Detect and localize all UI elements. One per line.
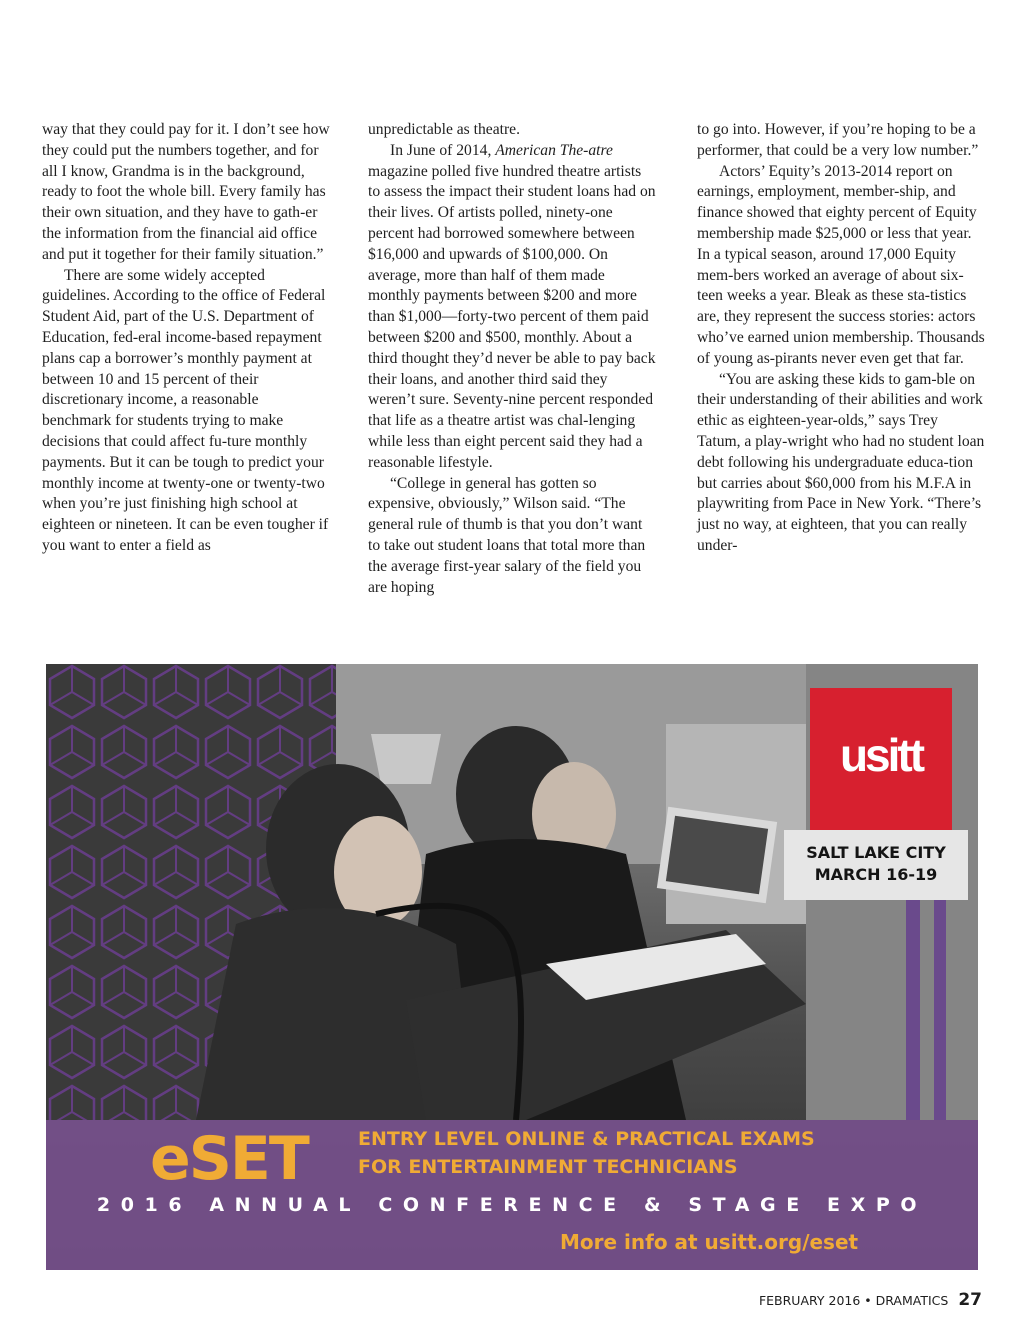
article-column-1 bbox=[42, 120, 330, 557]
paragraph-text: In June of 2014, bbox=[390, 141, 496, 159]
paragraph-text: way that they could pay for it. I don’t see how they could put the numbers together, and for all I know, Grandma is in the background, ready to foot the whole bill. Every family has their own situation, and they have to gath-er the information from the financial aid office and put it together for their family situation.” bbox=[42, 121, 330, 263]
issue-label: FEBRUARY 2016 • DRAMATICS bbox=[758, 1293, 949, 1308]
ad-banner bbox=[46, 1120, 978, 1270]
paragraph bbox=[42, 266, 330, 557]
paragraph bbox=[697, 370, 985, 557]
paragraph-text: to go into. However, if you’re hoping to be a performer, that could be a very low number.” bbox=[697, 121, 979, 159]
location-dates bbox=[784, 830, 968, 900]
paragraph-text: Actors’ Equity’s 2013-2014 report on earnings, employment, member-ship, and finance showed that eighty percent of Equity membership made $25,000 or less that year. In a typical season, around 17,000 Equity mem-bers worked an average of about six-teen weeks a year. Bleak as these sta-tistics are, they represent the success stories: actors who’ve earned union membership. Thousands of young as-pirants never even get that far. bbox=[697, 162, 985, 367]
italic-text: American The-atre bbox=[495, 141, 613, 159]
paragraph-text: unpredictable as theatre. bbox=[368, 121, 520, 138]
usitt-logo bbox=[810, 688, 952, 830]
article-column-3 bbox=[697, 120, 985, 557]
article-column-2 bbox=[368, 120, 656, 598]
tagline-line-2: FOR ENTERTAINMENT TECHNICIANS bbox=[358, 1156, 738, 1178]
location-date: MARCH 16-19 bbox=[814, 865, 938, 884]
eset-title: eSET bbox=[150, 1124, 308, 1194]
tagline-line-1: ENTRY LEVEL ONLINE & PRACTICAL EXAMS bbox=[358, 1128, 815, 1150]
paragraph bbox=[368, 474, 656, 599]
paragraph bbox=[368, 120, 656, 141]
conference-title: 2016 ANNUAL CONFERENCE & STAGE EXPO bbox=[96, 1194, 928, 1216]
paragraph bbox=[42, 120, 330, 266]
usitt-logo-text: usitt bbox=[839, 729, 923, 781]
paragraph-text: magazine polled five hundred theatre artists to assess the impact their student loans had on their lives. Of artists polled, ninety-one percent had borrowed somewhere between $16,000 and upwards of $100,000. On average, more than half of them made monthly payments between $200 and more than $1,000—forty-two percent of them paid between $200 and $500, monthly. About a third thought they’d never be able to pay back their loans, and another third said they weren’t sure. Seventy-nine percent responded that life as a theatre artist was chal-lenging while less than eight percent said they had a reasonable lifestyle. bbox=[368, 162, 656, 471]
more-info-link[interactable]: More info at usitt.org/eset bbox=[560, 1230, 859, 1254]
paragraph-text: “You are asking these kids to gam-ble on their understanding of their abilities and work ethic as eighteen-year-olds,” says Trey Tatum, a play-wright who had no student loan debt following his undergraduate educa-tion but carries about $60,000 from his M.F.A in playwriting from Pace in New York. “There’s just no way, at eighteen, that you can really under- bbox=[697, 370, 985, 554]
paragraph bbox=[368, 141, 656, 474]
page-number: 27 bbox=[958, 1290, 982, 1310]
paragraph bbox=[697, 162, 985, 370]
paragraph bbox=[697, 120, 985, 162]
page-footer bbox=[759, 1290, 982, 1310]
paragraph-text: There are some widely accepted guidelines. According to the office of Federal Student Aid, part of the U.S. Department of Education, fed-eral income-based repayment plans cap a borrower’s monthly payment at between 10 and 15 percent of their discretionary income, a reasonable benchmark for students trying to make decisions that could affect fu-ture monthly payments. But it can be tough to predict your monthly income at twenty-one or twenty-two when you’re just finishing high school at eighteen or nineteen. It can be even tougher if you want to enter a field as bbox=[42, 266, 329, 554]
paragraph-text: “College in general has gotten so expensive, obviously,” Wilson said. “The general rule of thumb is that you don’t want to take out student loans that total more than the average first-year salary of the field you are hoping bbox=[368, 474, 646, 596]
usitt-advertisement[interactable] bbox=[46, 664, 978, 1270]
location-city: SALT LAKE CITY bbox=[806, 843, 946, 862]
